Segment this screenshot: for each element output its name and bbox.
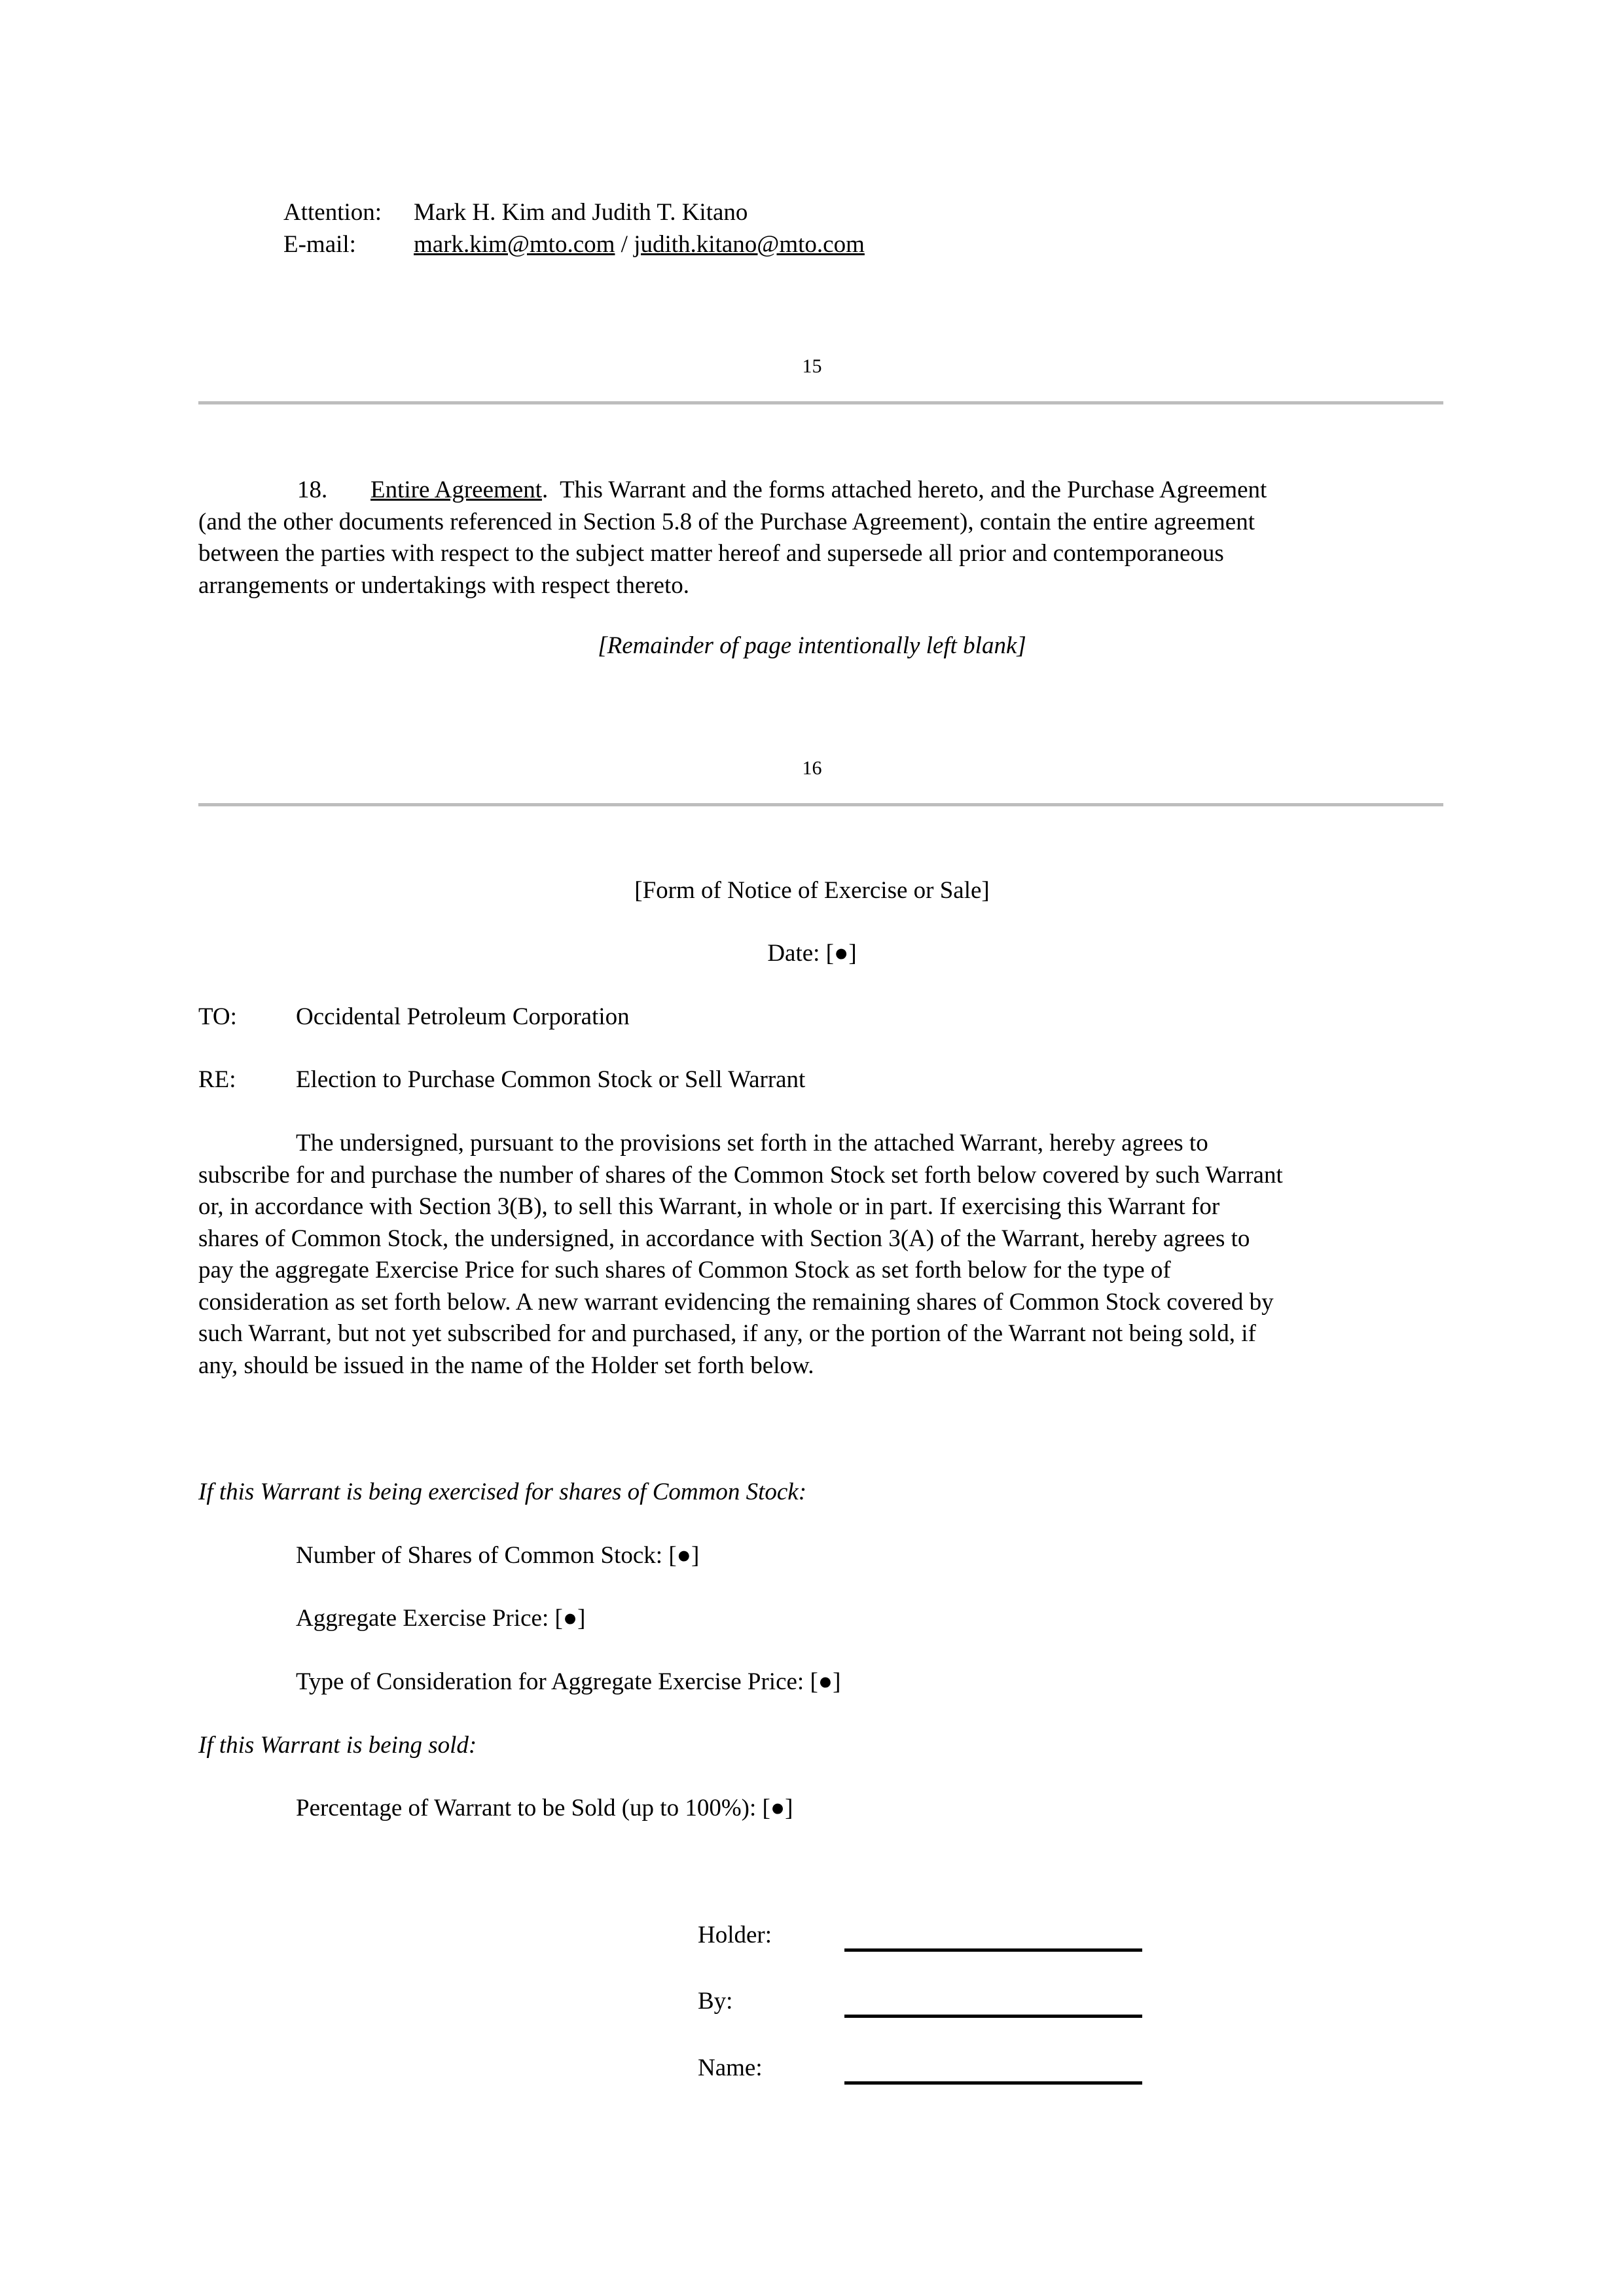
email-separator: /: [615, 231, 634, 258]
section-18-line-1: [370, 475, 1267, 506]
re-value: Election to Purchase Common Stock or Sell Warrant: [296, 1066, 806, 1093]
form-date: Date: [●]: [767, 940, 857, 967]
sold-heading: If this Warrant is being sold:: [198, 1732, 477, 1759]
page-number-15: 15: [802, 355, 822, 377]
name-label: Name:: [698, 2054, 763, 2081]
email-line: [414, 229, 865, 260]
by-signature-line[interactable]: [844, 2015, 1142, 2018]
name-signature-line[interactable]: [844, 2081, 1142, 2085]
consideration-type-line: Type of Consideration for Aggregate Exercise Price: [●]: [296, 1668, 841, 1695]
section-18-line-2: (and the other documents referenced in Section 5.8 of the Purchase Agreement), contain the entire agreement: [198, 509, 1255, 535]
by-label: By:: [698, 1988, 733, 2015]
page-divider-2: [198, 803, 1443, 806]
email-link-2[interactable]: judith.kitano@mto.com: [634, 231, 865, 258]
page-divider-1: [198, 401, 1443, 404]
body-line: any, should be issued in the name of the Holder set forth below.: [198, 1352, 814, 1379]
email-link-1[interactable]: mark.kim@mto.com: [414, 231, 615, 258]
num-shares-line: Number of Shares of Common Stock: [●]: [296, 1542, 700, 1569]
body-line: consideration as set forth below. A new warrant evidencing the remaining shares of Common Stock covered by: [198, 1289, 1274, 1316]
section-18-line-4: arrangements or undertakings with respect thereto.: [198, 572, 690, 599]
remainder-note: [Remainder of page intentionally left blank]: [598, 632, 1026, 659]
holder-signature-line[interactable]: [844, 1948, 1142, 1952]
to-label: TO:: [198, 1003, 237, 1030]
re-label: RE:: [198, 1066, 236, 1093]
exercise-heading: If this Warrant is being exercised for shares of Common Stock:: [198, 1479, 807, 1505]
body-line: subscribe for and purchase the number of shares of the Common Stock set forth below covered by such Warrant: [198, 1162, 1283, 1189]
aggregate-price-line: Aggregate Exercise Price: [●]: [296, 1605, 586, 1632]
body-line: or, in accordance with Section 3(B), to sell this Warrant, in whole or in part. If exercising this Warrant for: [198, 1193, 1220, 1220]
form-title: [Form of Notice of Exercise or Sale]: [634, 877, 990, 904]
section-18-line-1-text: . This Warrant and the forms attached hereto, and the Purchase Agreement: [541, 476, 1267, 503]
attention-value: Mark H. Kim and Judith T. Kitano: [414, 199, 748, 226]
section-18-line-3: between the parties with respect to the subject matter hereof and supersede all prior and contemporaneous: [198, 540, 1224, 567]
body-line: such Warrant, but not yet subscribed for and purchased, if any, or the portion of the Warrant not being sold, if: [198, 1320, 1256, 1347]
body-line: pay the aggregate Exercise Price for such shares of Common Stock as set forth below for the type of: [198, 1257, 1171, 1283]
to-value: Occidental Petroleum Corporation: [296, 1003, 630, 1030]
email-label: E-mail:: [283, 231, 356, 258]
section-18-number: 18.: [297, 476, 328, 503]
body-line: The undersigned, pursuant to the provisions set forth in the attached Warrant, hereby agrees to: [296, 1130, 1208, 1157]
holder-label: Holder:: [698, 1922, 772, 1948]
body-line: shares of Common Stock, the undersigned, in accordance with Section 3(A) of the Warrant, hereby agrees to: [198, 1225, 1250, 1252]
page-number-16: 16: [802, 757, 822, 779]
percentage-line: Percentage of Warrant to be Sold (up to 100%): [●]: [296, 1795, 793, 1821]
section-18-heading: Entire Agreement: [370, 476, 542, 503]
attention-label: Attention:: [283, 199, 382, 226]
